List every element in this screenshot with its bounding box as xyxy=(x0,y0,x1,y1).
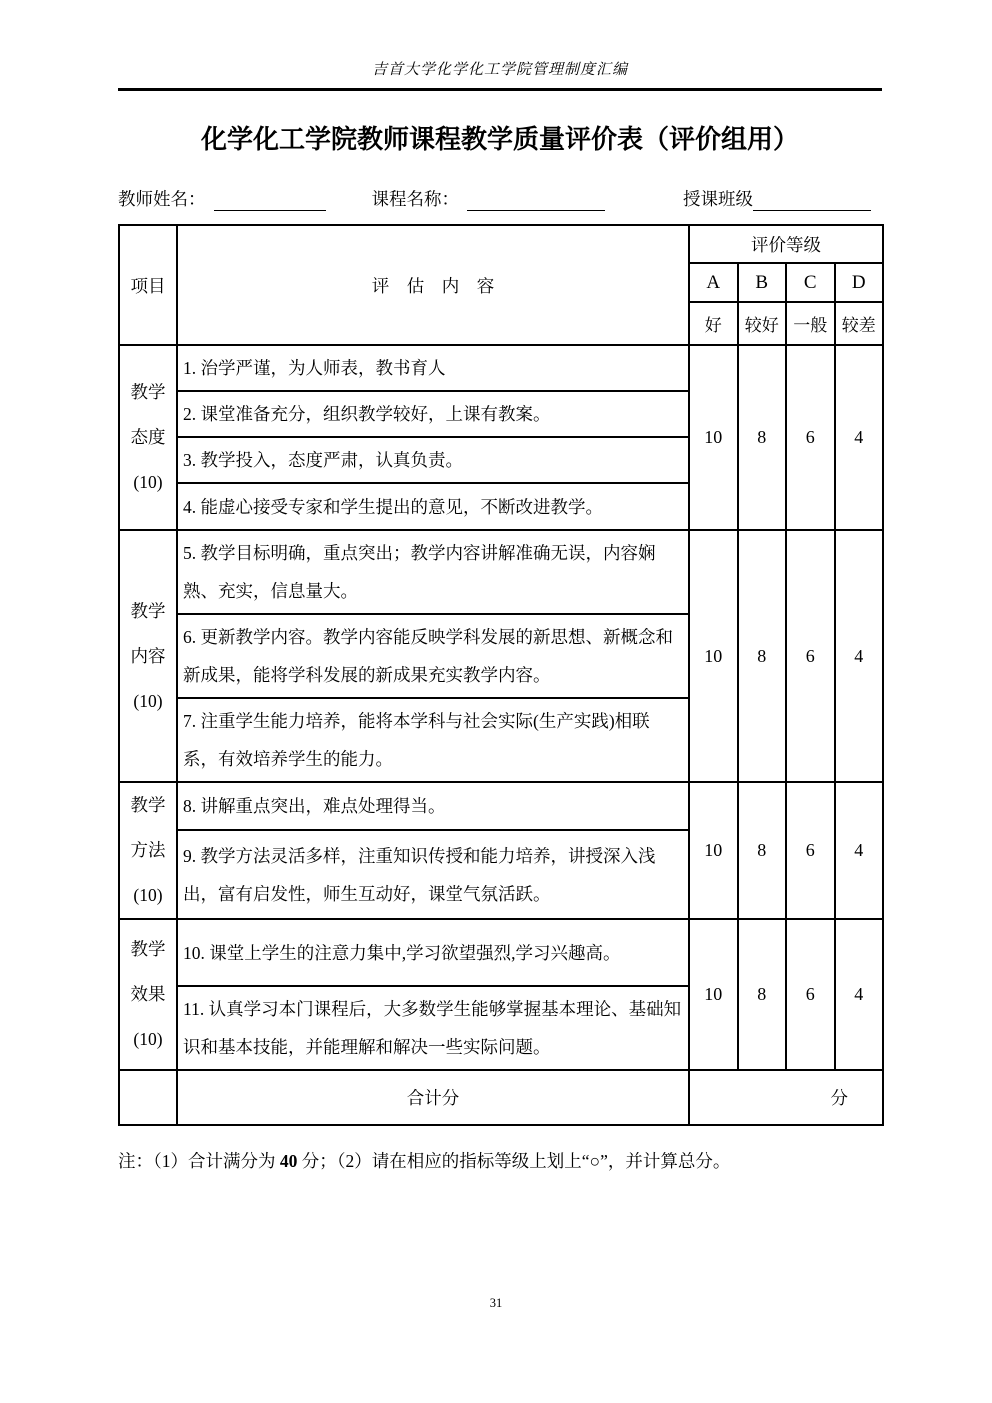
item-1: 1. 治学严谨，为人师表，教书育人 xyxy=(177,345,689,391)
item-10: 10. 课堂上学生的注意力集中,学习欲望强烈,学习兴趣高。 xyxy=(177,919,689,986)
item-9: 9. 教学方法灵活多样，注重知识传授和能力培养，讲授深入浅出，富有启发性，师生互动好，课堂气氛活跃。 xyxy=(177,830,689,919)
section-teaching-content-label: 教学 内容 (10) xyxy=(119,530,177,782)
header-item-column: 项目 xyxy=(119,225,177,345)
field-course-name-label: 课程名称： xyxy=(371,189,459,209)
field-teacher-name-blank xyxy=(214,189,326,211)
total-row-empty-cell xyxy=(119,1070,177,1125)
item-4: 4. 能虚心接受专家和学生提出的意见，不断改进教学。 xyxy=(177,483,689,530)
section-teaching-method-label: 教学 方法 (10) xyxy=(119,782,177,919)
grade-letter-b: B xyxy=(738,263,787,302)
section2-score-b: 8 xyxy=(738,530,787,782)
field-class-taught-blank xyxy=(753,189,871,211)
item-2: 2. 课堂准备充分，组织教学较好，上课有教案。 xyxy=(177,391,689,437)
running-header-text: 吉首大学化学化工学院管理制度汇编 xyxy=(371,62,628,78)
total-score-label: 合计分 xyxy=(177,1070,689,1125)
item-11: 11. 认真学习本门课程后，大多数学生能够掌握基本理论、基础知识和基本技能，并能理解和解决一些实际问题。 xyxy=(177,986,689,1070)
evaluation-table xyxy=(118,224,884,1126)
section1-score-a: 10 xyxy=(689,345,738,530)
section3-score-c: 6 xyxy=(786,782,835,919)
footnote xyxy=(118,1148,882,1174)
field-course-name xyxy=(372,186,606,211)
grade-word-good: 好 xyxy=(689,302,738,345)
form-fields xyxy=(118,185,882,211)
section-teaching-attitude-label: 教学 态度 (10) xyxy=(119,345,177,530)
header-rule xyxy=(118,88,882,91)
section4-score-b: 8 xyxy=(738,919,787,1070)
footnote-max-score: 40 xyxy=(279,1151,298,1171)
section3-score-b: 8 xyxy=(738,782,787,919)
footnote-suffix: 分；（2）请在相应的指标等级上划上“○”，并计算总分。 xyxy=(297,1151,731,1171)
item-5: 5. 教学目标明确，重点突出；教学内容讲解准确无误，内容娴熟、充实，信息量大。 xyxy=(177,530,689,614)
field-course-name-blank xyxy=(467,189,605,211)
section4-score-c: 6 xyxy=(786,919,835,1070)
grade-word-average: 一般 xyxy=(786,302,835,345)
grade-word-fair: 较好 xyxy=(738,302,787,345)
field-class-taught xyxy=(683,186,871,211)
section2-score-c: 6 xyxy=(786,530,835,782)
field-teacher-name xyxy=(118,186,326,211)
section-teaching-effect-label: 教学 效果 (10) xyxy=(119,919,177,1070)
grade-word-poor: 较差 xyxy=(835,302,884,345)
page-title: 化学化工学院教师课程教学质量评价表（评价组用） xyxy=(200,125,799,155)
header-content-column: 评 估 内 容 xyxy=(177,225,689,345)
grade-letter-a: A xyxy=(689,263,738,302)
total-score-value-cell: 分 xyxy=(689,1070,883,1125)
field-teacher-name-label: 教师姓名： xyxy=(118,189,206,209)
section1-score-b: 8 xyxy=(738,345,787,530)
section2-score-a: 10 xyxy=(689,530,738,782)
section1-score-d: 4 xyxy=(835,345,884,530)
section4-score-d: 4 xyxy=(835,919,884,1070)
header-rating-title: 评价等级 xyxy=(689,225,883,263)
item-6: 6. 更新教学内容。教学内容能反映学科发展的新思想、新概念和新成果，能将学科发展的新成果充实教学内容。 xyxy=(177,614,689,698)
grade-letter-c: C xyxy=(786,263,835,302)
section1-score-c: 6 xyxy=(786,345,835,530)
item-3: 3. 教学投入，态度严肃，认真负责。 xyxy=(177,437,689,483)
field-class-taught-label: 授课班级 xyxy=(683,189,753,209)
item-7: 7. 注重学生能力培养，能将本学科与社会实际(生产实践)相联系，有效培养学生的能力。 xyxy=(177,698,689,782)
page-number: 31 xyxy=(489,1296,503,1310)
section3-score-a: 10 xyxy=(689,782,738,919)
section3-score-d: 4 xyxy=(835,782,884,919)
grade-letter-d: D xyxy=(835,263,884,302)
section4-score-a: 10 xyxy=(689,919,738,1070)
section2-score-d: 4 xyxy=(835,530,884,782)
footnote-prefix: 注：（1）合计满分为 xyxy=(118,1151,280,1171)
item-8: 8. 讲解重点突出，难点处理得当。 xyxy=(177,782,689,830)
